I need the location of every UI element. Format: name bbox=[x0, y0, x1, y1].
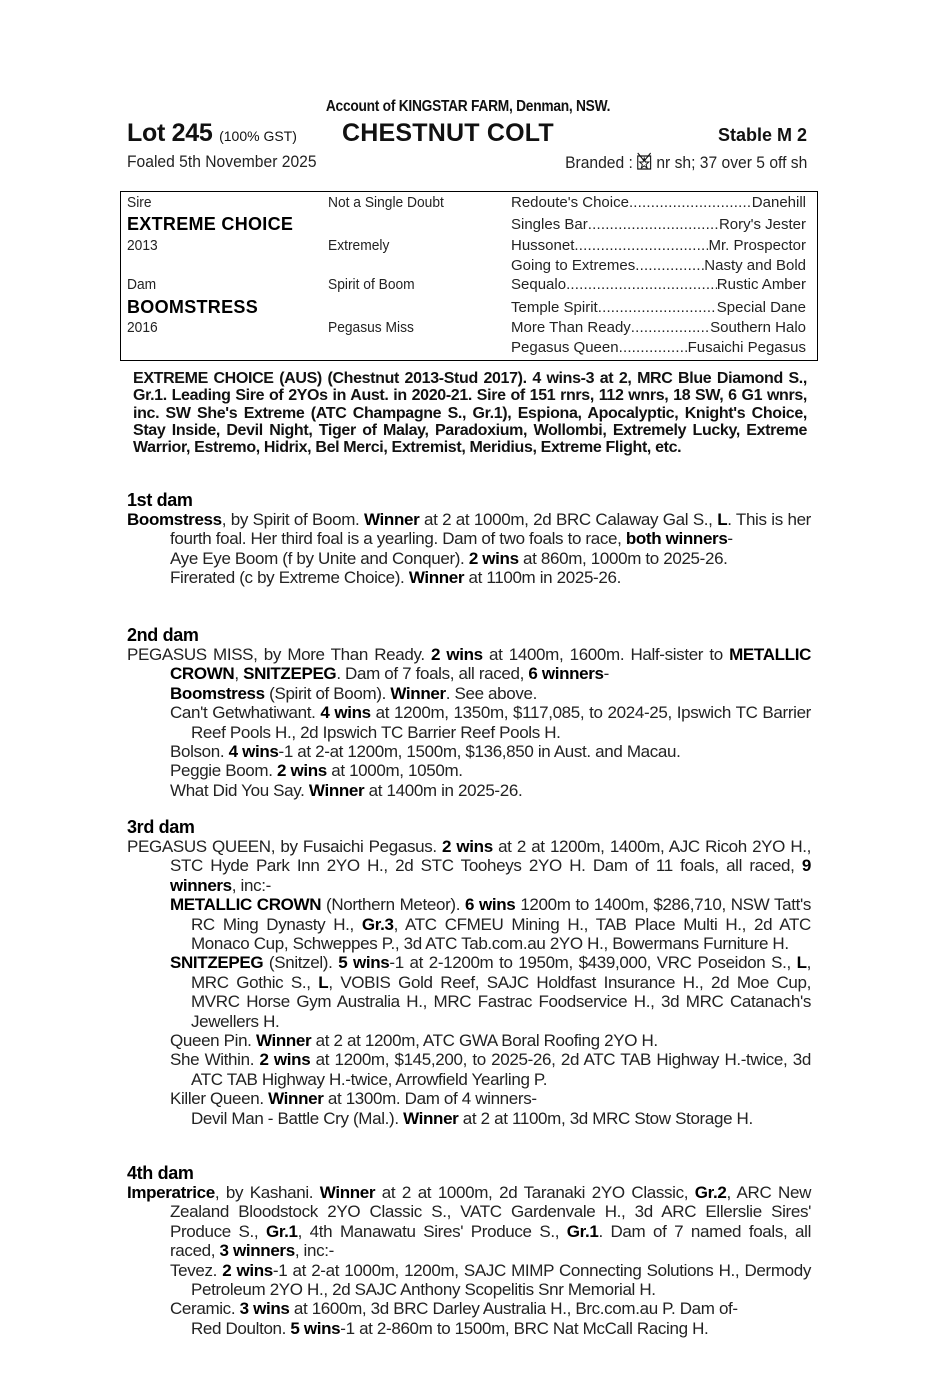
text: (Northern Meteor). bbox=[321, 895, 465, 915]
emphasis: 3 winners bbox=[219, 1241, 295, 1261]
emphasis: Winner bbox=[364, 510, 420, 529]
emphasis: Winner bbox=[319, 1183, 376, 1202]
emphasis: 2 wins bbox=[468, 548, 519, 568]
section-heading: 3rd dam bbox=[127, 817, 195, 837]
dam-sire: Spirit of Boom bbox=[328, 276, 415, 293]
leader-dots bbox=[619, 339, 688, 356]
text: 1200m to 1400m, $286,710, NSW Tatt's RC Ming Dynasty H., bbox=[191, 895, 811, 934]
emphasis: 2 wins bbox=[430, 645, 483, 664]
text: at 860m, 1000m to 2025-26. bbox=[518, 548, 728, 568]
text: , MRC Gothic S., bbox=[191, 953, 811, 992]
foal-entry bbox=[127, 761, 811, 780]
emphasis: L bbox=[717, 510, 728, 529]
text: -1 at 2-860m to 1500m, BRC Nat McCall Racing H. bbox=[340, 1318, 709, 1338]
text: at 1200m, 1350m, $117,085, to 2024-25, Ipswich TC Barrier Reef Pools H., 2d Ipswich TC Barrier Reef Pools H. bbox=[191, 703, 811, 742]
emphasis: Gr.2 bbox=[694, 1183, 727, 1202]
foaling-row bbox=[127, 148, 809, 176]
leader-dots bbox=[631, 319, 710, 336]
section-heading: 2nd dam bbox=[127, 625, 199, 645]
emphasis: 2 wins bbox=[259, 1050, 311, 1070]
text: -1 at 2-at 1200m, 1500m, $136,850 in Aust. and Macau. bbox=[278, 742, 681, 762]
text: Tevez. bbox=[170, 1260, 223, 1280]
foal-name: Boomstress bbox=[170, 683, 265, 703]
text: . Dam of 7 named foals, all raced, bbox=[170, 1221, 811, 1261]
leader-dots bbox=[629, 194, 752, 211]
emphasis: 2 wins bbox=[442, 837, 493, 856]
leader-dots bbox=[635, 257, 704, 274]
text: Red Doulton. bbox=[191, 1318, 291, 1338]
text: , bbox=[234, 664, 244, 684]
text: She Within. bbox=[170, 1050, 260, 1070]
emphasis: L bbox=[318, 972, 329, 992]
text: at 2 at 1200m, 1400m, AJC Ricoh 2YO H., STC Hyde Park Inn 2YO H., 2d STC Tooheys 2YO H. Dam of 11 foals, all raced, bbox=[170, 837, 811, 876]
dam-entry bbox=[127, 645, 811, 684]
ancestor-dam: Pegasus Queen bbox=[511, 339, 619, 356]
foal-entry bbox=[127, 953, 811, 1031]
pedigree-table bbox=[120, 191, 818, 361]
text: at 1200m, $145,200, to 2025-26, 2d ATC TAB Highway H.-twice, 3d ATC TAB Highway H.-twice, Arrowfield Yearling P. bbox=[191, 1050, 811, 1089]
text: Ceramic. bbox=[170, 1299, 240, 1319]
text: , ATC CFMEU Mining H., TAB Place Multi H., 2d ATC Monaco Cup, Schweppes P., 3d ATC Tab.com.au 2YO H., Bowermans Furniture H. bbox=[191, 914, 811, 954]
text: at 2 at 1000m, 2d Taranaki 2YO Classic, bbox=[375, 1183, 695, 1202]
branded-text: nr sh; 37 over 5 off sh bbox=[656, 153, 807, 172]
foal-entry bbox=[127, 742, 811, 761]
emphasis: L bbox=[796, 953, 807, 973]
brand-mark-icon bbox=[637, 152, 652, 170]
text: at 1000m, 1050m. bbox=[326, 761, 463, 781]
text: (Snitzel). bbox=[263, 953, 339, 973]
text: - bbox=[727, 529, 733, 549]
text: Killer Queen. bbox=[170, 1089, 269, 1109]
branded-label: Branded : bbox=[564, 153, 633, 172]
text: - bbox=[603, 664, 609, 684]
text: , 4th Manawatu Sires' Produce S., bbox=[297, 1221, 567, 1241]
grandfoal-entry bbox=[148, 1109, 811, 1128]
stable-location: Stable M 2 bbox=[717, 125, 807, 145]
ancestor-dam: Singles Bar bbox=[511, 216, 588, 233]
emphasis: Winner bbox=[408, 568, 465, 588]
foal-entry bbox=[127, 781, 811, 800]
emphasis: 2 wins bbox=[276, 761, 327, 781]
dam-name: BOOMSTRESS bbox=[127, 297, 259, 317]
dam-name: Imperatrice bbox=[127, 1183, 215, 1202]
foal-entry bbox=[127, 1031, 811, 1050]
text: PEGASUS QUEEN, by Fusaichi Pegasus. bbox=[127, 837, 443, 856]
text: Bolson. bbox=[170, 742, 229, 762]
text: , inc:- bbox=[231, 875, 271, 895]
ancestor-row bbox=[511, 319, 806, 336]
dam-year: 2016 bbox=[127, 319, 158, 336]
dam-label: Dam bbox=[127, 276, 157, 293]
text: Firerated (c by Extreme Choice). bbox=[170, 568, 409, 588]
section-heading: 1st dam bbox=[127, 490, 193, 510]
text: . See above. bbox=[445, 683, 537, 703]
sire-summary: EXTREME CHOICE (AUS) (Chestnut 2013-Stud 2017). 4 wins-3 at 2, MRC Blue Diamond S., Gr.1. Leading Sire of 2YOs in Aust. in 2020-21. Sire of 151 rnrs, 112 wnrs, 18 SW, 6 G1 wnrs, inc. SW She's Extreme (ATC Champagne S., Gr.1), Espiona, Apocalyptic, Knight's Choice, Stay Inside, Devil Night, Tiger of Malay, Paradoxium, Wollombi, Extremely Lucky, Extreme Warrior, Estremo, Hidrix, Bel Merci, Extremist, Meridius, Extreme Flight, etc. bbox=[133, 370, 807, 457]
foal-entry bbox=[127, 895, 811, 953]
ancestor-grandsire: Rustic Amber bbox=[716, 276, 806, 293]
grandfoal-entry bbox=[148, 1319, 811, 1338]
ancestor-row bbox=[511, 299, 806, 316]
emphasis: Gr.1 bbox=[265, 1221, 298, 1241]
dam-entry bbox=[127, 1183, 811, 1261]
text: (Spirit of Boom). bbox=[264, 683, 391, 703]
foal-entry bbox=[127, 1089, 811, 1108]
vendor-account: Account of KINGSTAR FARM, Denman, NSW. bbox=[325, 98, 611, 115]
foal-entry bbox=[127, 1261, 811, 1300]
text: PEGASUS MISS, by More Than Ready. bbox=[127, 645, 431, 664]
dam-dam: Pegasus Miss bbox=[328, 319, 414, 336]
text: Queen Pin. bbox=[170, 1031, 256, 1051]
emphasis: SNITZEPEG bbox=[243, 664, 337, 684]
emphasis: Gr.3 bbox=[361, 914, 394, 934]
text: Aye Eye Boom (f by Unite and Conquer). bbox=[170, 548, 469, 568]
foal-entry bbox=[127, 568, 811, 587]
sire-dam: Extremely bbox=[328, 237, 390, 254]
third-dam-section bbox=[127, 818, 811, 1128]
foal-entry bbox=[127, 684, 811, 703]
text: Peggie Boom. bbox=[170, 761, 277, 781]
ancestor-damsire: Nasty and Bold bbox=[704, 257, 806, 274]
sire-sire: Not a Single Doubt bbox=[328, 194, 444, 211]
ancestor-sire: More Than Ready bbox=[511, 319, 631, 336]
foal-name: METALLIC CROWN bbox=[170, 895, 322, 915]
ancestor-row bbox=[511, 276, 806, 293]
emphasis: 5 wins bbox=[338, 953, 390, 973]
emphasis: both winners bbox=[625, 529, 728, 549]
text: -1 at 2-1200m to 1950m, $439,000, VRC Poseidon S., bbox=[389, 953, 797, 973]
text: Can't Getwhatiwant. bbox=[170, 703, 321, 723]
text: at 1100m in 2025-26. bbox=[464, 568, 621, 588]
foal-entry bbox=[127, 1299, 811, 1318]
text: , by Kashani. bbox=[214, 1183, 320, 1202]
ancestor-row bbox=[511, 216, 806, 233]
text: Devil Man - Battle Cry (Mal.). bbox=[191, 1108, 404, 1128]
leader-dots bbox=[574, 237, 708, 254]
emphasis: Winner bbox=[390, 683, 446, 703]
foal-name: SNITZEPEG bbox=[170, 953, 264, 973]
catalogue-header bbox=[127, 96, 809, 176]
ancestor-damsire: Fusaichi Pegasus bbox=[687, 339, 806, 356]
text: , ARC New Zealand Bloodstock 2YO Classic S., VATC Gardenvale H., 3d ARC Ellerslie Sires' Produce S., bbox=[170, 1183, 812, 1241]
ancestor-sire: Sequalo bbox=[511, 276, 567, 293]
text: at 2 at 1000m, 2d BRC Calaway Gal S., bbox=[419, 510, 718, 529]
fourth-dam-section bbox=[127, 1164, 811, 1338]
text: , by Spirit of Boom. bbox=[221, 510, 364, 529]
emphasis: Gr.1 bbox=[566, 1221, 599, 1241]
ancestor-row bbox=[511, 194, 806, 211]
gst-note: (100% GST) bbox=[219, 128, 297, 144]
text: , inc:- bbox=[294, 1241, 334, 1261]
dam-entry bbox=[127, 510, 811, 549]
text: What Did You Say. bbox=[170, 780, 309, 800]
ancestor-grandsire: Southern Halo bbox=[710, 319, 806, 336]
foal-entry bbox=[127, 1050, 811, 1089]
leader-dots bbox=[598, 299, 717, 316]
second-dam-section bbox=[127, 626, 811, 800]
emphasis: Winner bbox=[255, 1031, 312, 1051]
text: at 2 at 1200m, ATC GWA Boral Roofing 2YO H. bbox=[311, 1031, 658, 1051]
ancestor-row bbox=[511, 339, 806, 356]
emphasis: Winner bbox=[268, 1089, 324, 1109]
emphasis: 3 wins bbox=[239, 1299, 290, 1319]
foal-entry bbox=[127, 549, 811, 568]
sire-name: EXTREME CHOICE bbox=[127, 214, 294, 234]
ancestor-damsire: Special Dane bbox=[716, 299, 806, 316]
ancestor-row bbox=[511, 237, 806, 254]
text: at 1600m, 3d BRC Darley Australia H., Brc.com.au P. Dam of- bbox=[289, 1299, 738, 1319]
emphasis: 6 winners bbox=[528, 664, 604, 684]
emphasis: 9 winners bbox=[170, 856, 811, 895]
horse-description: CHESTNUT COLT bbox=[342, 119, 554, 147]
leader-dots bbox=[588, 216, 719, 233]
emphasis: 4 wins bbox=[320, 703, 371, 723]
emphasis: 2 wins bbox=[222, 1260, 273, 1280]
text: . Dam of 7 foals, all raced, bbox=[336, 664, 529, 684]
first-dam-section bbox=[127, 491, 811, 588]
text: -1 at 2-at 1000m, 1200m, SAJC MIMP Connecting Solutions H., Dermody Petroleum 2YO H., 2d SAJC Anthony Scopelitis Snr Memorial H. bbox=[191, 1260, 812, 1300]
ancestor-dam: Temple Spirit bbox=[511, 299, 598, 316]
text: at 1300m. Dam of 4 winners- bbox=[323, 1089, 537, 1109]
brand-info bbox=[565, 152, 807, 173]
dam-name: Boomstress bbox=[127, 510, 222, 529]
emphasis: Winner bbox=[403, 1108, 459, 1128]
lot-number bbox=[127, 118, 297, 151]
section-heading: 4th dam bbox=[127, 1163, 194, 1183]
sire-year: 2013 bbox=[127, 237, 158, 254]
text: at 1400m, 1600m. Half-sister to bbox=[482, 645, 730, 664]
lot-label: Lot 245 bbox=[127, 119, 213, 147]
emphasis: Winner bbox=[308, 780, 365, 800]
sire-label: Sire bbox=[127, 194, 152, 211]
emphasis: 4 wins bbox=[228, 742, 279, 762]
ancestor-row bbox=[511, 257, 806, 274]
emphasis: 5 wins bbox=[290, 1318, 341, 1338]
ancestor-sire: Redoute's Choice bbox=[511, 194, 629, 211]
ancestor-damsire: Rory's Jester bbox=[718, 216, 806, 233]
emphasis: METALLIC CROWN bbox=[170, 645, 811, 684]
text: at 1400m in 2025-26. bbox=[364, 780, 523, 800]
dam-entry bbox=[127, 837, 811, 895]
text: . This is her fourth foal. Her third foal is a yearling. Dam of two foals to race, bbox=[170, 510, 811, 549]
emphasis: 6 wins bbox=[465, 895, 516, 915]
foaled-date: Foaled 5th November 2025 bbox=[127, 152, 317, 171]
ancestor-dam: Going to Extremes bbox=[511, 257, 636, 274]
ancestor-sire: Hussonet bbox=[511, 237, 575, 254]
text: at 2 at 1100m, 3d MRC Stow Storage H. bbox=[458, 1108, 753, 1128]
lot-row bbox=[127, 118, 809, 148]
text: , VOBIS Gold Reef, SAJC Holdfast Insurance H., 2d Moe Cup, MVRC Horse Gym Australia H., MRC Fastrac Foodservice H., 3d MRC Catanach's Jewellers H. bbox=[191, 972, 811, 1031]
ancestor-grandsire: Mr. Prospector bbox=[708, 237, 806, 254]
ancestor-grandsire: Danehill bbox=[751, 194, 806, 211]
foal-entry bbox=[127, 703, 811, 742]
leader-dots bbox=[566, 276, 717, 293]
